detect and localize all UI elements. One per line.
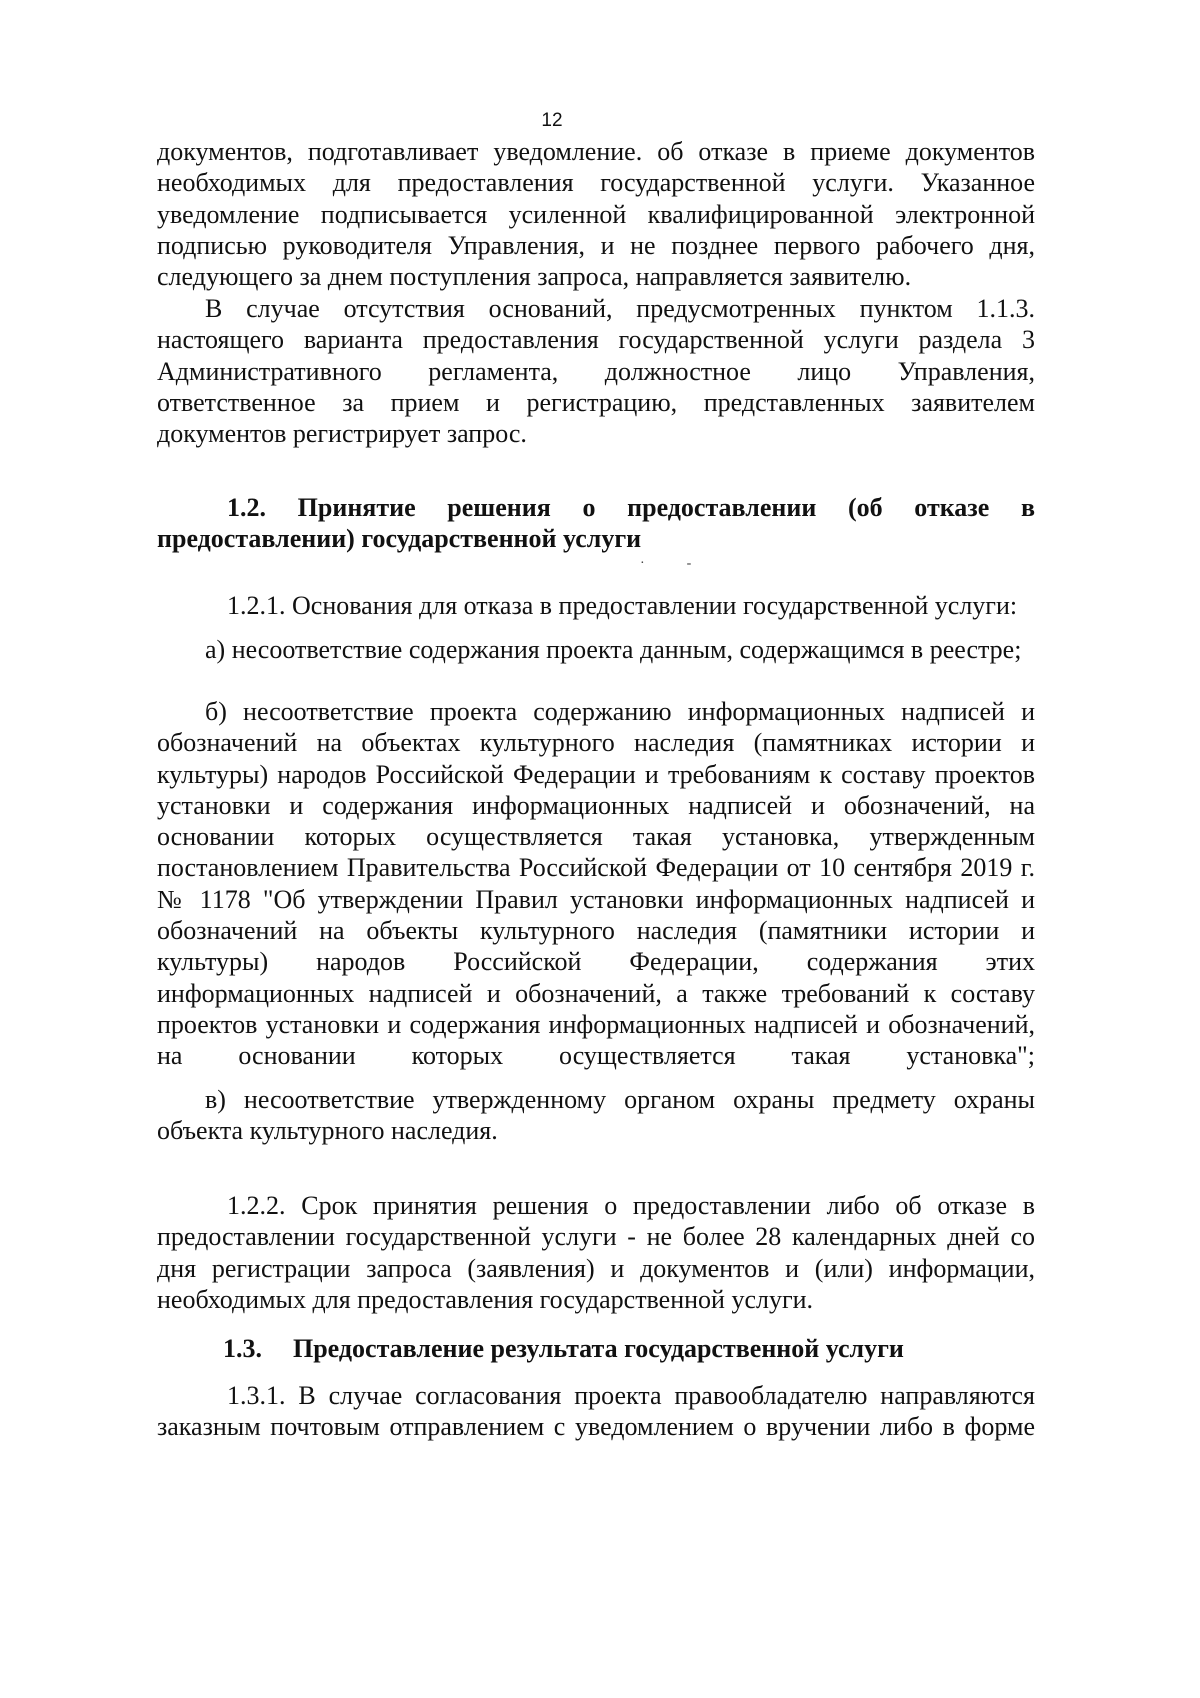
text-line: культуры) народов Российской Федерации, содержания этих	[157, 947, 1035, 977]
heading-line: предоставлении) государственной услуги	[157, 524, 642, 554]
text-line: 1.2.2. Срок принятия решения о предоставлении либо об отказе в	[227, 1191, 1035, 1220]
text-line: 1.2.1. Основания для отказа в предоставлении государственной услуги:	[227, 591, 1018, 620]
list-item-v	[157, 1084, 1035, 1147]
text-line: основании которых осуществляется такая установка, утвержденным	[157, 822, 1035, 852]
section-heading-1-3	[223, 1334, 904, 1364]
text-line: дня регистрации запроса (заявления) и документов и (или) информации,	[157, 1253, 1035, 1283]
text-line: Административного регламента, должностное лицо Управления,	[157, 356, 1035, 386]
text-line: 1.3.1. В случае согласования проекта правообладателю направляются	[227, 1381, 1035, 1410]
text-line: необходимых для предоставления государственной услуги. Указанное	[157, 168, 1035, 198]
subsection-1-2-2	[157, 1190, 1035, 1315]
text-line: № 1178 "Об утверждении Правил установки информационных надписей и	[157, 884, 1035, 914]
text-line: настоящего варианта предоставления государственной услуги раздела 3	[157, 325, 1035, 355]
text-line: а) несоответствие содержания проекта данным, содержащимся в реестре;	[205, 635, 1022, 664]
text-line: проектов установки и содержания информационных надписей и обозначений,	[157, 1009, 1035, 1039]
text-line: предоставлении государственной услуги - не более 28 календарных дней со	[157, 1222, 1035, 1252]
text-line: ответственное за прием и регистрацию, представленных заявителем	[157, 387, 1035, 417]
text-line: подписью руководителя Управления, и не позднее первого рабочего дня,	[157, 230, 1035, 260]
list-item-b	[157, 696, 1035, 1072]
subsection-1-2-1	[157, 590, 1035, 621]
text-line: следующего за днем поступления запроса, направляется заявителю.	[157, 262, 912, 292]
text-line: б) несоответствие проекта содержанию информационных надписей и	[205, 697, 1035, 726]
paragraph-registration	[157, 293, 1035, 449]
list-item-a	[157, 634, 1035, 665]
heading-number: 1.3.	[223, 1334, 262, 1363]
text-line: необходимых для предоставления государственной услуги.	[157, 1284, 814, 1314]
text-line: постановлением Правительства Российской Федерации от 10 сентября 2019 г.	[157, 853, 1035, 883]
text-line: установки и содержания информационных надписей и обозначений, на	[157, 790, 1035, 820]
scan-artifact: · ‐	[640, 556, 692, 571]
section-heading-1-2	[157, 492, 1035, 555]
text-line: культуры) народов Российской Федерации и требованиям к составу проектов	[157, 759, 1035, 789]
text-line: заказным почтовым отправлением с уведомлением о вручении либо в форме	[157, 1412, 1035, 1442]
text-line: на основании которых осуществляется такая установка";	[157, 1041, 1035, 1071]
paragraph-continuation	[157, 136, 1035, 292]
page-number: 12	[541, 110, 563, 131]
text-line: обозначений на объекты культурного наследия (памятники истории и	[157, 916, 1035, 946]
heading-line: 1.2. Принятие решения о предоставлении (об отказе в	[227, 493, 1035, 522]
text-line: В случае отсутствия оснований, предусмотренных пунктом 1.1.3.	[205, 294, 1035, 323]
text-line: уведомление подписывается усиленной квалифицированной электронной	[157, 199, 1035, 229]
text-line: документов, подготавливает уведомление. об отказе в приеме документов	[157, 137, 1035, 166]
text-line: информационных надписей и обозначений, а также требований к составу	[157, 978, 1035, 1008]
heading-title: Предоставление результата государственной услуги	[293, 1334, 904, 1363]
text-line: объекта культурного наследия.	[157, 1116, 498, 1146]
text-line: в) несоответствие утвержденному органом охраны предмету охраны	[205, 1085, 1035, 1114]
text-line: документов регистрирует запрос.	[157, 419, 527, 449]
subsection-1-3-1	[157, 1380, 1035, 1443]
text-line: обозначений на объектах культурного наследия (памятниках истории и	[157, 728, 1035, 758]
